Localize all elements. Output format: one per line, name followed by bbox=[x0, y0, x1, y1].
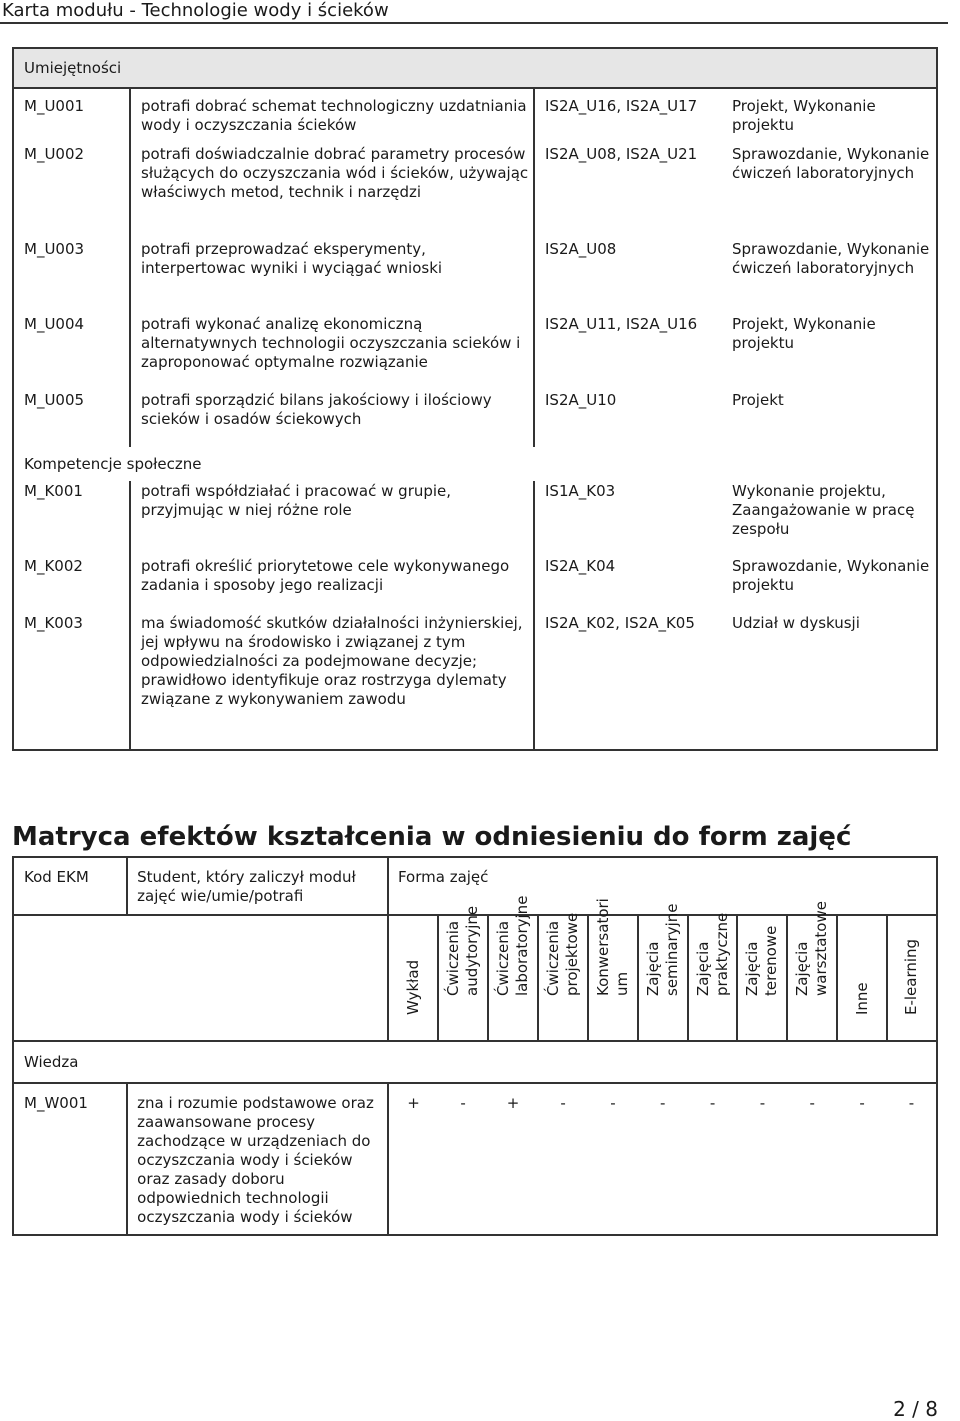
skills-table bbox=[12, 47, 938, 751]
skills-ref-cell: IS2A_U08 bbox=[545, 240, 617, 258]
section-row bbox=[13, 48, 937, 88]
blank-header-cell bbox=[13, 915, 388, 1041]
competences-method-cell: Sprawozdanie, Wykonanie projektu bbox=[732, 557, 930, 594]
competence-row bbox=[13, 556, 937, 613]
skills-code-cell: M_U002 bbox=[13, 144, 130, 239]
skills-desc-cell: potrafi wykonać analizę ekonomiczną alternatywnych technologii oczyszczania scieków i zaproponować optymalne rozwiązanie bbox=[130, 314, 534, 390]
form-label-line: praktyczne bbox=[712, 912, 731, 996]
competences-desc-cell: ma świadomość skutków działalności inżynierskiej, jej wpływu na środowisko i związanej z tym odpowiedzialności za podejmowane decyzje; prawidłowo identyfikuje oraz rostrzyga dylematy związane z wykonywaniem zawodu bbox=[130, 613, 534, 750]
form-column-header bbox=[737, 915, 787, 1041]
matrix-value-cell: - bbox=[737, 1083, 787, 1235]
form-label-line: Ćwiczenia bbox=[444, 920, 463, 996]
page-number: 2 / 8 bbox=[893, 1397, 938, 1421]
skills-method-cell: Projekt, Wykonanie projektu bbox=[732, 315, 876, 352]
form-column-header bbox=[688, 912, 738, 1041]
form-label-text bbox=[743, 926, 781, 996]
form-column-header bbox=[787, 901, 837, 1041]
page-header-title: Karta modułu - Technologie wody i ścieków bbox=[2, 0, 389, 21]
form-label-text bbox=[404, 960, 423, 1015]
form-label-line: Zajęcia bbox=[643, 941, 662, 996]
skills-ref-cell: IS2A_U10 bbox=[545, 391, 617, 409]
form-column-header bbox=[588, 898, 638, 1041]
competences-desc-cell: potrafi określić priorytetowe cele wykonywanego zadania i sposoby jego realizacji bbox=[130, 556, 534, 613]
skills-method-cell: Projekt, Wykonanie projektu bbox=[732, 97, 876, 134]
matrix-value-cell: + bbox=[388, 1083, 438, 1235]
skill-row bbox=[13, 390, 937, 447]
col-header-forms: Forma zajęć bbox=[397, 868, 489, 886]
form-label-text bbox=[494, 896, 532, 996]
skill-row bbox=[13, 144, 937, 239]
competence-row bbox=[13, 481, 937, 556]
form-labels-row bbox=[13, 915, 937, 1041]
form-label-line: Zajęcia bbox=[693, 941, 712, 996]
competences-method-cell: Udział w dyskusji bbox=[732, 614, 860, 632]
skills-desc-cell: potrafi dobrać schemat technologiczny uzdatniania wody i oczyszczania ścieków bbox=[130, 88, 534, 144]
competences-method-cell: Wykonanie projektu, Zaangażowanie w pracę zespołu bbox=[732, 482, 915, 538]
skill-row bbox=[13, 239, 937, 314]
form-column-header bbox=[538, 912, 588, 1041]
matrix-value-cell: - bbox=[787, 1083, 837, 1235]
form-label-line: Konwersatori bbox=[593, 898, 612, 996]
form-label-line: warsztatowe bbox=[812, 901, 831, 996]
competence-row bbox=[13, 613, 937, 750]
form-label-line: Zajęcia bbox=[743, 941, 762, 996]
matrix-value-cell: - bbox=[438, 1083, 488, 1235]
skills-section-label: Umiejętności bbox=[13, 48, 937, 88]
form-label-text bbox=[853, 982, 872, 1015]
matrix-value-cell: + bbox=[488, 1083, 538, 1235]
form-label-line: Zajęcia bbox=[793, 941, 812, 996]
form-label-text bbox=[444, 906, 482, 996]
form-label-line: Ćwiczenia bbox=[494, 920, 513, 996]
skills-code-cell: M_U004 bbox=[13, 314, 130, 390]
competences-code-cell: M_K002 bbox=[13, 556, 130, 613]
col-header-student: Student, który zaliczył moduł zajęć wie/umie/potrafi bbox=[127, 857, 388, 915]
skills-code-cell: M_U003 bbox=[13, 239, 130, 314]
form-label-line: terenowe bbox=[762, 925, 781, 996]
competences-section-label: Kompetencje społeczne bbox=[24, 454, 202, 473]
matrix-value-cell: - bbox=[638, 1083, 688, 1235]
competences-code-cell: M_K001 bbox=[13, 481, 130, 556]
competences-code-cell: M_K003 bbox=[13, 613, 130, 750]
knowledge-section-label: Wiedza bbox=[13, 1041, 937, 1083]
section-row bbox=[13, 1041, 937, 1083]
form-label-line: E-learning bbox=[902, 938, 921, 1015]
skills-code-cell: M_U001 bbox=[13, 88, 130, 144]
form-label-line: laboratoryjne bbox=[513, 895, 532, 996]
skills-desc-cell: potrafi doświadczalnie dobrać parametry procesów służących do oczyszczania wód i ścieków, używając właściwych metod, technik i narzędzi bbox=[130, 144, 534, 239]
matrix-value-cell: - bbox=[588, 1083, 638, 1235]
matrix-value-cell: - bbox=[887, 1083, 937, 1235]
competences-desc-cell: potrafi współdziałać i pracować w grupie, przyjmując w niej różne role bbox=[130, 481, 534, 556]
header-bar bbox=[0, 0, 948, 24]
form-label-line: Ćwiczenia bbox=[544, 920, 563, 996]
skills-method-cell: Sprawozdanie, Wykonanie ćwiczeń laboratoryjnych bbox=[732, 240, 930, 277]
skills-ref-cell: IS2A_U16, IS2A_U17 bbox=[545, 97, 698, 115]
skills-desc-cell: potrafi przeprowadzać eksperymenty, interpertowac wyniki i wyciągać wnioski bbox=[130, 239, 534, 314]
skills-code-cell: M_U005 bbox=[13, 390, 130, 447]
form-label-line: Inne bbox=[852, 982, 871, 1015]
skills-method-cell: Projekt bbox=[732, 391, 784, 409]
form-label-line: projektowe bbox=[563, 912, 582, 996]
matrix-table bbox=[12, 856, 938, 1236]
form-column-header bbox=[887, 915, 937, 1041]
matrix-section-title: Matryca efektów kształcenia w odniesieniu do form zajęć bbox=[12, 822, 852, 852]
skills-ref-cell: IS2A_U08, IS2A_U21 bbox=[545, 145, 698, 163]
form-column-header bbox=[488, 895, 538, 1041]
col-header-code: Kod EKM bbox=[13, 857, 127, 915]
form-label-text bbox=[594, 898, 632, 996]
form-label-line: Wykład bbox=[403, 959, 422, 1015]
skill-row bbox=[13, 314, 937, 390]
form-label-line: um bbox=[612, 971, 631, 996]
matrix-desc-cell: zna i rozumie podstawowe oraz zaawansowane procesy zachodzące w urządzeniach do oczyszczania wody i ścieków oraz zasady doboru odpowiednich technologii oczyszczania wody i ścieków bbox=[127, 1083, 388, 1235]
competences-ref-cell: IS2A_K02, IS2A_K05 bbox=[545, 614, 695, 632]
matrix-value-cell: - bbox=[688, 1083, 738, 1235]
skills-ref-cell: IS2A_U11, IS2A_U16 bbox=[545, 315, 698, 333]
competences-ref-cell: IS2A_K04 bbox=[545, 557, 616, 575]
skills-method-cell: Sprawozdanie, Wykonanie ćwiczeń laboratoryjnych bbox=[732, 145, 930, 182]
matrix-value-cell: - bbox=[538, 1083, 588, 1235]
form-label-text bbox=[902, 939, 921, 1015]
matrix-row bbox=[13, 1083, 937, 1235]
form-label-text bbox=[793, 901, 831, 996]
section-row bbox=[13, 447, 937, 481]
form-label-text bbox=[694, 913, 732, 996]
form-column-header bbox=[388, 915, 438, 1041]
matrix-value-cell: - bbox=[837, 1083, 887, 1235]
form-label-text bbox=[644, 904, 682, 996]
matrix-code-cell: M_W001 bbox=[13, 1083, 127, 1235]
form-label-line: seminaryjne bbox=[662, 903, 681, 996]
competences-ref-cell: IS1A_K03 bbox=[545, 482, 616, 500]
form-label-text bbox=[544, 913, 582, 996]
form-column-header bbox=[638, 903, 688, 1041]
skill-row bbox=[13, 88, 937, 144]
form-column-header bbox=[837, 915, 887, 1041]
form-label-line: audytoryjne bbox=[463, 905, 482, 996]
form-column-header bbox=[438, 905, 488, 1041]
skills-desc-cell: potrafi sporządzić bilans jakościowy i ilościowy scieków i osadów ściekowych bbox=[130, 390, 534, 447]
